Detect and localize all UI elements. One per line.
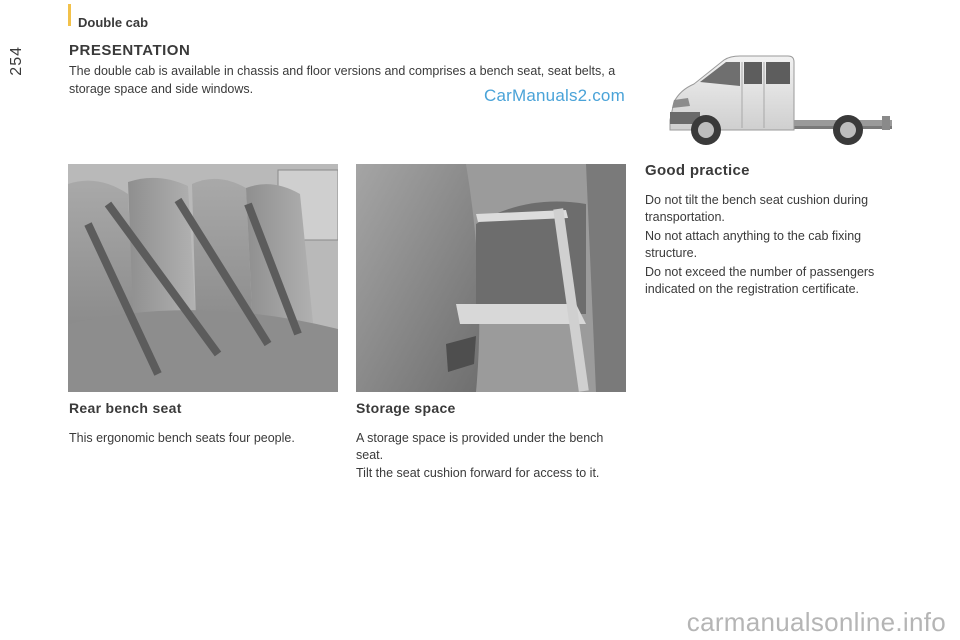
good-practice-item-2: No not attach anything to the cab fixing structure. (645, 229, 862, 260)
storage-space-photo (356, 164, 626, 392)
section-title: Double cab (78, 15, 149, 30)
storage-text-2: Tilt the seat cushion forward for access to it. (356, 466, 600, 480)
rear-bench-seat-photo (68, 164, 338, 392)
double-cab-truck-illustration (660, 50, 900, 155)
presentation-heading: PRESENTATION (69, 42, 191, 59)
page-number: 254 (8, 46, 25, 76)
rear-bench-heading: Rear bench seat (69, 400, 182, 416)
good-practice-heading: Good practice (645, 162, 750, 179)
presentation-text: The double cab is available in chassis and floor versions and comprises a bench seat, seat belts, a storage space and side windows. (69, 64, 616, 96)
good-practice-item-3: Do not exceed the number of passengers indicated on the registration certificate. (645, 265, 875, 296)
watermark-link[interactable]: CarManuals2.com (484, 86, 625, 105)
rear-bench-text: This ergonomic bench seats four people. (69, 431, 295, 445)
storage-text-1: A storage space is provided under the bench seat. (356, 431, 604, 462)
section-accent-bar (68, 4, 71, 26)
watermark-footer: carmanualsonline.info (686, 607, 946, 637)
good-practice-item-1: Do not tilt the bench seat cushion during transportation. (645, 193, 869, 224)
storage-heading: Storage space (356, 400, 456, 416)
